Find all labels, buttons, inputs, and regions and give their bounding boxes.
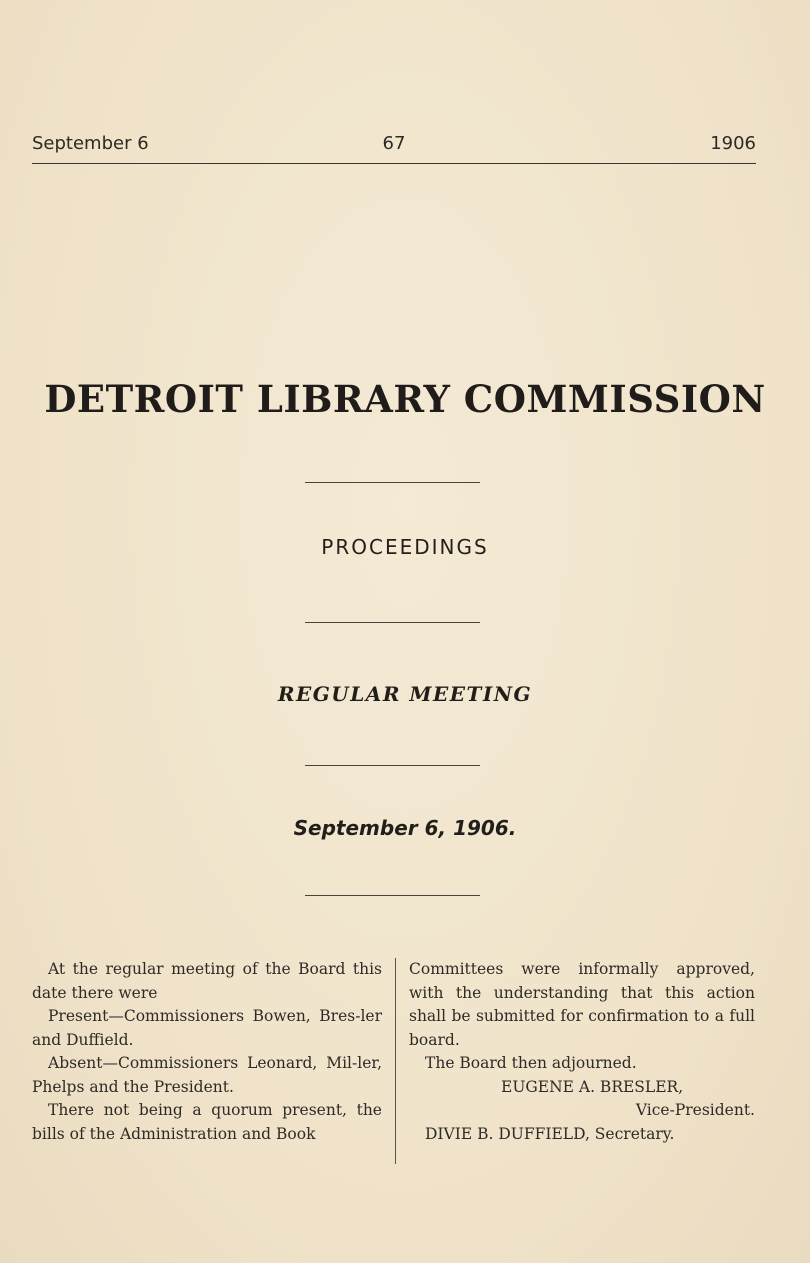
column-divider bbox=[395, 958, 396, 1164]
divider-rule-1 bbox=[305, 482, 480, 483]
signature-vice-president-title: Vice-President. bbox=[635, 1101, 755, 1119]
divider-rule-4 bbox=[305, 895, 480, 896]
signature-secretary: DIVIE B. DUFFIELD, Secretary. bbox=[425, 1124, 675, 1143]
divider-rule-2 bbox=[305, 622, 480, 623]
paragraph: Committees were informally approved, with the understanding that this action shall be submitted for confirmation to a full board. bbox=[409, 960, 755, 1049]
meeting-date: September 6, 1906. bbox=[293, 816, 517, 840]
signature-vice-president-name: EUGENE A. BRESLER, bbox=[501, 1077, 684, 1096]
header-rule bbox=[32, 163, 756, 164]
section-heading: PROCEEDINGS bbox=[321, 535, 489, 559]
paragraph: Absent—Commissioners Leonard, Mil-ler, Phelps and the President. bbox=[32, 1054, 382, 1096]
running-header bbox=[32, 133, 756, 157]
divider-rule-3 bbox=[305, 765, 480, 766]
body-right-column bbox=[409, 958, 755, 1146]
meeting-heading: REGULAR MEETING bbox=[277, 682, 533, 706]
paragraph: At the regular meeting of the Board this date there were bbox=[32, 960, 382, 1002]
paragraph: The Board then adjourned. bbox=[425, 1054, 637, 1072]
header-year: 1906 bbox=[710, 133, 756, 154]
body-left-column bbox=[32, 958, 382, 1146]
paragraph: Present—Commissioners Bowen, Bres-ler and Duffield. bbox=[32, 1007, 382, 1049]
document-title: DETROIT LIBRARY COMMISSION bbox=[44, 377, 766, 421]
page-number: 67 bbox=[382, 133, 406, 154]
paragraph: There not being a quorum present, the bills of the Administration and Book bbox=[32, 1101, 382, 1143]
header-date: September 6 bbox=[32, 133, 149, 154]
